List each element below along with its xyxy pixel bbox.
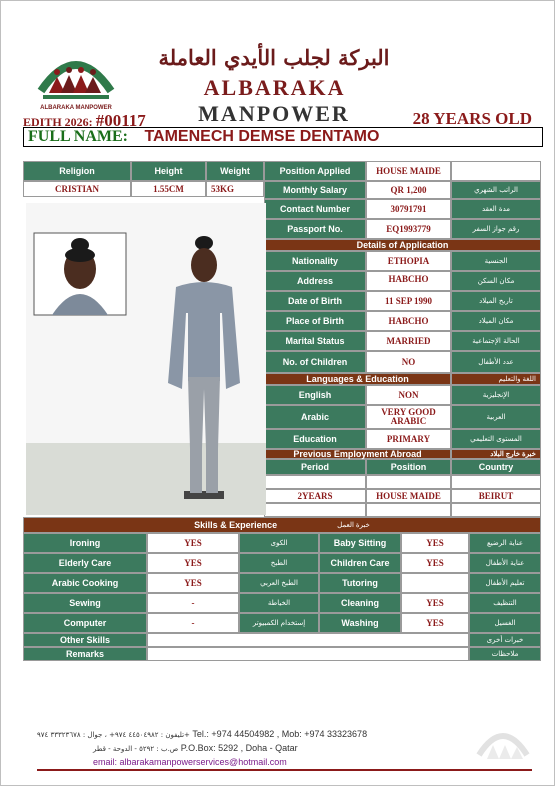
position-applied-extra [451,161,541,181]
logo-caption: ALBARAKA MANPOWER [40,105,112,111]
remarks-value [147,647,469,661]
children-label: No. of Children [264,351,366,373]
footer-phone-line [37,729,457,739]
skill-computer-label: Computer [23,613,147,633]
marital-value: MARRIED [366,331,451,351]
children-value: NO [366,351,451,373]
employment-blank-1 [264,475,366,489]
skill-cleaning-ar: التنظيف [469,593,541,613]
employment-period: 2YEARS [264,489,366,503]
english-value: NON [366,385,451,405]
address-label: Address [264,271,366,291]
address-value: HABCHO [366,271,451,291]
skill-tutoring-value [401,573,469,593]
skill-children-label: Children Care [319,553,401,573]
skill-computer-ar: إستخدام الكمبيوتر [239,613,319,633]
edition-label: EDITH 2026: [23,115,93,129]
period-header: Period [264,459,366,475]
dob-label: Date of Birth [264,291,366,311]
salary-value: QR 1,200 [366,181,451,199]
position-applied-label: Position Applied [264,161,366,181]
employment-country: BEIRUT [451,489,541,503]
weight-value: 53KG [206,181,264,197]
fullname-value: TAMENECH DEMSE DENTAMO [144,128,380,145]
skill-tutoring-ar: تعليم الأطفال [469,573,541,593]
skill-tutoring-label: Tutoring [319,573,401,593]
skill-cooking-value: YES [147,573,239,593]
children-ar: عدد الأطفال [451,351,541,373]
employment-blank-4 [264,503,366,517]
brand-english [129,75,419,127]
salary-label: Monthly Salary [264,181,366,199]
footer-pobox-ar: ص.ب : ٥٢٩٢ - الدوحة - قطر [93,745,179,753]
contact-ar: مدة العقد [451,199,541,219]
education-label: Education [264,429,366,449]
footer-watermark-icon [475,715,531,765]
candidate-photo [26,203,266,515]
brand-name-1: ALBARAKA [203,75,345,100]
marital-ar: الحالة الإجتماعية [451,331,541,351]
contact-value: 30791791 [366,199,451,219]
footer-pobox-line [37,743,457,753]
other-skills-label: Other Skills [23,633,147,647]
skill-computer-value: - [147,613,239,633]
pob-ar: مكان الميلاد [451,311,541,331]
religion-header: Religion [23,161,131,181]
employment-title: Previous Employment Abroad [264,449,451,459]
english-ar: الإنجليزية [451,385,541,405]
country-header: Country [451,459,541,475]
religion-value: CRISTIAN [23,181,131,197]
skills-title-bar [23,517,541,533]
skill-cooking-ar: الطبخ العربي [239,573,319,593]
skill-children-value: YES [401,553,469,573]
skill-elderly-value: YES [147,553,239,573]
skill-sewing-value: - [147,593,239,613]
skill-washing-label: Washing [319,613,401,633]
address-ar: مكان السكن [451,271,541,291]
skill-ironing-ar: الكوى [239,533,319,553]
nationality-label: Nationality [264,251,366,271]
skill-elderly-ar: الطبخ [239,553,319,573]
pob-value: HABCHO [366,311,451,331]
nationality-value: ETHOPIA [366,251,451,271]
languages-title-ar: اللغة والتعليم [451,373,541,385]
employment-blank-2 [366,475,451,489]
skill-ironing-value: YES [147,533,239,553]
skill-cleaning-label: Cleaning [319,593,401,613]
education-value: PRIMARY [366,429,451,449]
skill-babysitting-label: Baby Sitting [319,533,401,553]
position-header: Position [366,459,451,475]
other-skills-value [147,633,469,647]
portrait-inset [34,233,126,315]
skill-babysitting-ar: عناية الرضيع [469,533,541,553]
skill-children-ar: عناية الأطفال [469,553,541,573]
fullname-box [23,127,543,147]
employment-position: HOUSE MAIDE [366,489,451,503]
dob-ar: تاريخ الميلاد [451,291,541,311]
skill-babysitting-value: YES [401,533,469,553]
skill-elderly-label: Elderly Care [23,553,147,573]
height-header: Height [131,161,206,181]
footer-phone-en: Tel.: +974 44504982 , Mob: +974 33323678 [192,729,368,739]
photo-area [26,203,266,515]
arabic-value: VERY GOOD ARABIC [366,405,451,429]
skill-sewing-label: Sewing [23,593,147,613]
footer-email[interactable]: email: albarakamanpowerservices@hotmail.com [93,757,287,767]
skill-cleaning-value: YES [401,593,469,613]
english-label: English [264,385,366,405]
albaraka-logo-icon [35,39,117,109]
skill-ironing-label: Ironing [23,533,147,553]
nationality-ar: الجنسية [451,251,541,271]
dob-value: 11 SEP 1990 [366,291,451,311]
brand-arabic: البركة لجلب الأيدي العاملة [158,45,390,70]
position-applied-value: HOUSE MAIDE [366,161,451,181]
weight-header: Weight [206,161,264,181]
arabic-ar: العربية [451,405,541,429]
height-value: 1.55CM [131,181,206,197]
fullname-label: FULL NAME: [28,128,128,145]
education-ar: المستوى التعليمي [451,429,541,449]
contact-label: Contact Number [264,199,366,219]
details-title: Details of Application [264,239,541,251]
skills-title-ar: خبرة العمل [337,521,370,529]
skills-title: Skills & Experience [194,519,278,530]
skill-sewing-ar: الخياطة [239,593,319,613]
employment-blank-5 [366,503,451,517]
salary-ar: الراتب الشهري [451,181,541,199]
skill-washing-ar: الغسيل [469,613,541,633]
skill-washing-value: YES [401,613,469,633]
remarks-ar: ملاحظات [469,647,541,661]
skill-cooking-label: Arabic Cooking [23,573,147,593]
employment-blank-6 [451,503,541,517]
passport-label: Passport No. [264,219,366,239]
brand-name-2: MANPOWER [198,101,350,126]
footer-pobox-en: P.O.Box: 5292 , Doha - Qatar [180,743,298,753]
footer-phone-ar: تليفون : ٤٤٥٠٤٩٨٢ ٩٧٤+ ، جوال : ٣٣٣٢٣٦٧٨ ٩٧٤+ [37,731,190,739]
passport-ar: رقم جواز السفر [451,219,541,239]
employment-title-ar: خبرة خارج البلاد [451,449,541,459]
edition-value: #00117 [95,111,146,130]
employment-blank-3 [451,475,541,489]
pob-label: Place of Birth [264,311,366,331]
footer [37,729,457,767]
remarks-label: Remarks [23,647,147,661]
marital-label: Marital Status [264,331,366,351]
arabic-label: Arabic [264,405,366,429]
age: 28 YEARS OLD [412,109,532,128]
languages-title: Languages & Education [264,373,451,385]
passport-value: EQ1993779 [366,219,451,239]
footer-divider [37,769,532,771]
other-skills-ar: خبرات أخرى [469,633,541,647]
